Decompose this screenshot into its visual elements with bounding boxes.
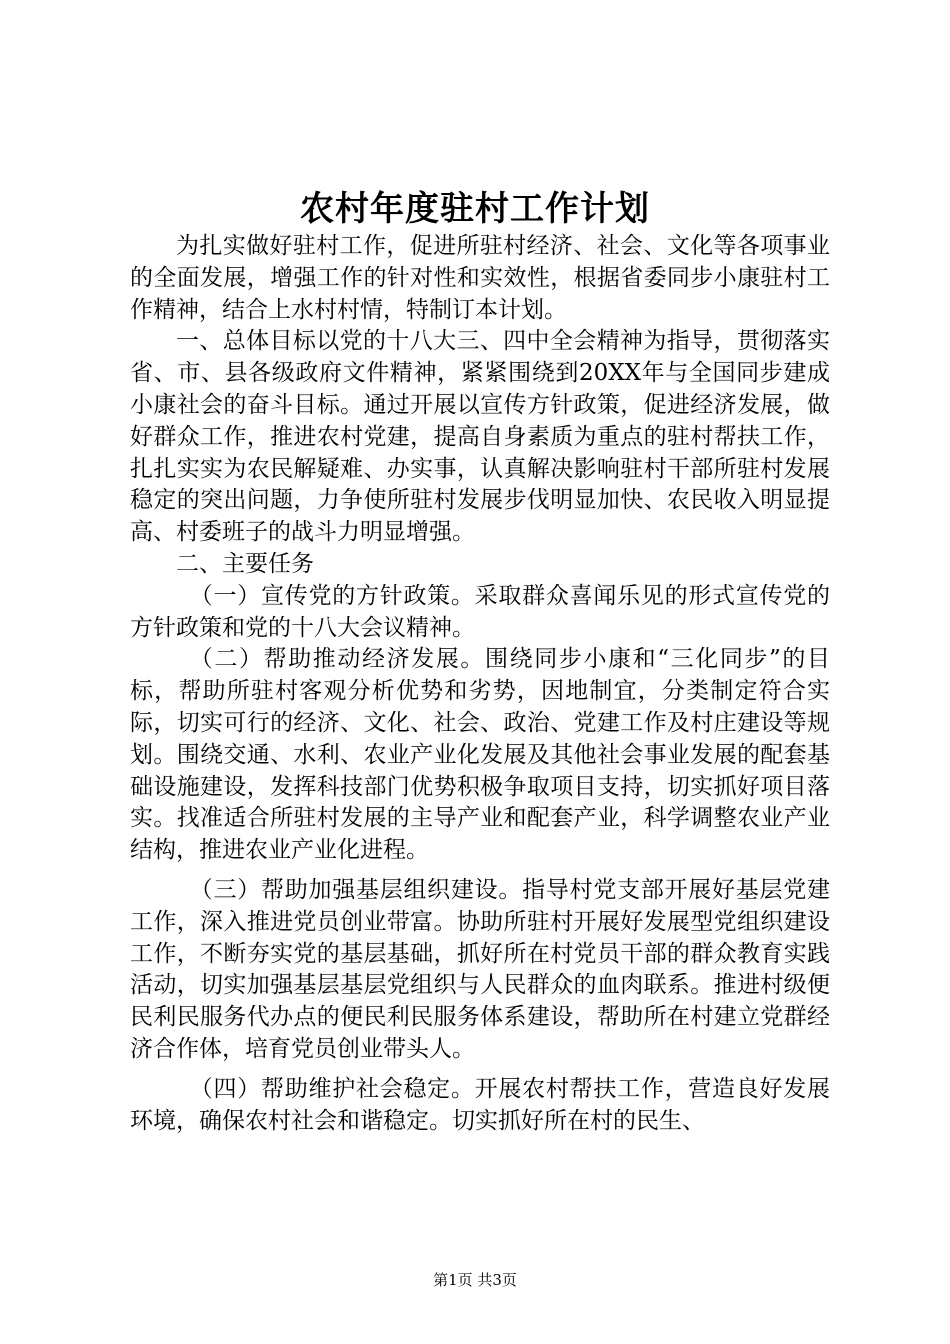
paragraph-task-4: （四）帮助维护社会稳定。开展农村帮扶工作，营造良好发展环境，确保农村社会和谐稳定。切实抓好所在村的民生、 — [130, 1075, 830, 1134]
document-title: 农村年度驻村工作计划 — [300, 189, 650, 229]
paragraph-task-1: （一）宣传党的方针政策。采取群众喜闻乐见的形式宣传党的方针政策和党的十八大会议精神。 — [130, 582, 830, 641]
paragraph-task-2: （二）帮助推动经济发展。围绕同步小康和“三化同步”的目标，帮助所驻村客观分析优势和劣势，因地制宜，分类制定符合实际，切实可行的经济、文化、社会、政治、党建工作及村庄建设等规划。围绕交通、水利、农业产业化发展及其他社会事业发展的配套基础设施建设，发挥科技部门优势积极争取项目支持，切实抓好项目落实。找准适合所驻村发展的主导产业和配套产业，科学调整农业产业结构，推进农业产业化进程。 — [130, 646, 830, 864]
paragraph-main-tasks-heading: 二、主要任务 — [176, 550, 314, 577]
paragraph-task-3: （三）帮助加强基层组织建设。指导村党支部开展好基层党建工作，深入推进党员创业带富。协助所驻村开展好发展型党组织建设工作，不断夯实党的基层基础，抓好所在村党员干部的群众教育实践活动，切实加强基层基层党组织与人民群众的血肉联系。推进村级便民利民服务代办点的便民利民服务体系建设，帮助所在村建立党群经济合作体，培育党员创业带头人。 — [130, 876, 830, 1062]
paragraph-general-goal: 一、总体目标以党的十八大三、四中全会精神为指导，贯彻落实省、市、县各级政府文件精神，紧紧围绕到20XX年与全国同步建成小康社会的奋斗目标。通过开展以宣传方针政策，促进经济发展，做好群众工作，推进农村党建，提高自身素质为重点的驻村帮扶工作，扎扎实实为农民解疑难、办实事，认真解决影响驻村干部所驻村发展稳定的突出问题，力争使所驻村发展步伐明显加快、农民收入明显提高、村委班子的战斗力明显增强。 — [130, 328, 830, 546]
document-body — [130, 231, 830, 1137]
page-number-footer: 第1页 共3页 — [433, 1271, 517, 1289]
paragraph-intro: 为扎实做好驻村工作，促进所驻村经济、社会、文化等各项事业的全面发展，增强工作的针对性和实效性，根据省委同步小康驻村工作精神，结合上水村村情，特制订本计划。 — [130, 233, 830, 323]
